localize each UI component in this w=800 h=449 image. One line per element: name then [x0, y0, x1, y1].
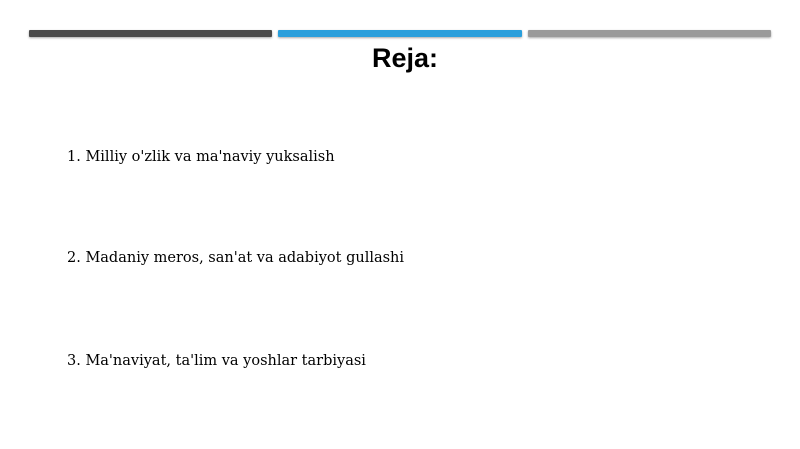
header-accent-bar-light [528, 30, 771, 37]
header-accent-bar-dark [29, 30, 272, 37]
plan-item: 1. Milliy o'zlik va ma'naviy yuksalish [67, 149, 335, 165]
header-accent-bar-blue [278, 30, 522, 37]
plan-item: 2. Madaniy meros, san'at va adabiyot gullashi [67, 250, 405, 266]
plan-item: 3. Ma'naviyat, ta'lim va yoshlar tarbiyasi [67, 353, 366, 369]
slide-title: Reja: [371, 43, 439, 73]
